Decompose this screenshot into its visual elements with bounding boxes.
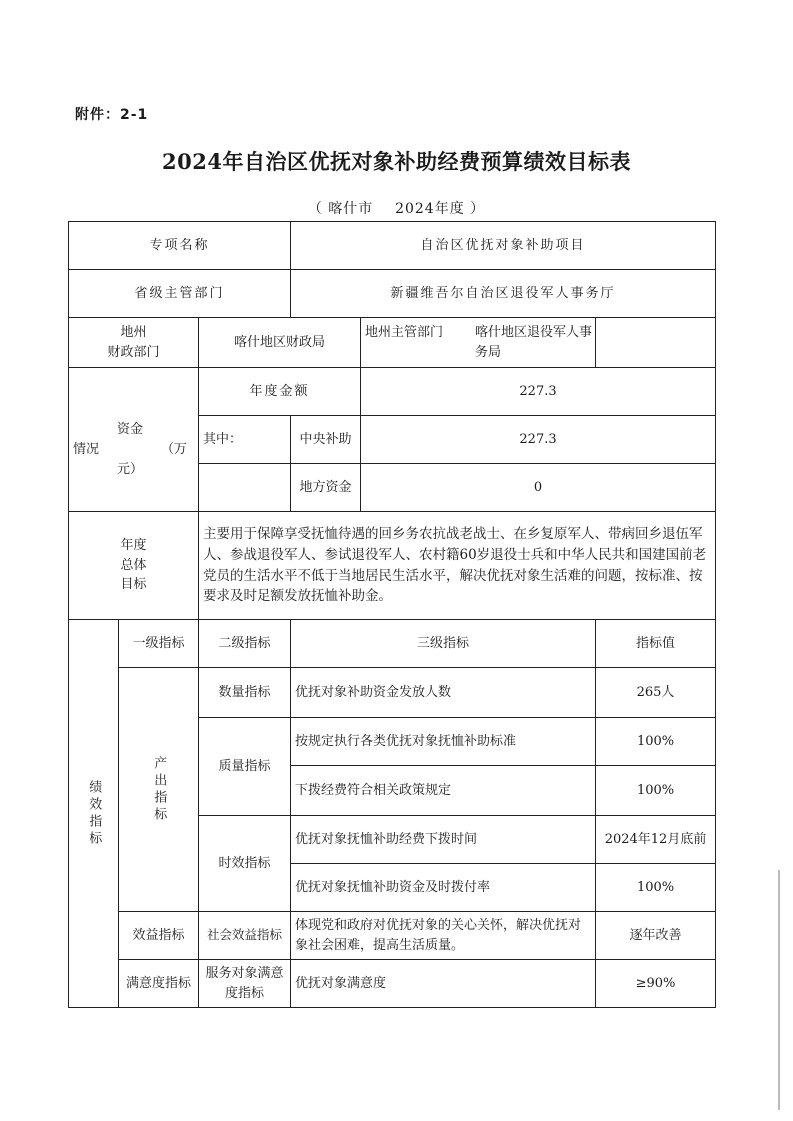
timeliness-value-2: 100% [596,864,716,912]
timeliness-item-1: 优抚对象抚恤补助经费下拨时间 [291,816,596,864]
timeliness-value-1: 2024年12月底前 [596,816,716,864]
prefecture-row [69,318,716,368]
of-which-label: 其中： [199,416,291,464]
annual-label: 年度金额 [199,368,361,416]
quality-item-2: 下拨经费符合相关政策规定 [291,766,596,816]
pref-dept-value-spacer [596,318,716,368]
indicator-section-label-cell [69,620,119,1008]
indicator-header-row [69,620,716,668]
central-value: 227.3 [361,416,716,464]
timeliness-label: 时效指标 [199,816,291,912]
satisfaction-value: ≥90% [596,960,716,1008]
social-item: 体现党和政府对优抚对象的关心关怀，解决优抚对象社会困难，提高生活质量。 [291,912,596,960]
social-label: 社会效益指标 [199,912,291,960]
pref-fin-label-line-1: 地州 [120,325,147,340]
quantity-row [69,668,716,718]
col-value: 指标值 [596,620,716,668]
pref-dept-value: 喀什地区退役军人事务局 [475,325,593,360]
pref-fin-value: 喀什地区财政局 [199,318,361,368]
local-value: 0 [361,464,716,512]
goal-label-line-1: 年度 [120,538,147,554]
quantity-item: 优抚对象补助资金发放人数 [291,668,596,718]
dept-row [69,270,716,318]
satisfaction-item: 优抚对象满意度 [291,960,596,1008]
goal-label-line-3: 目标 [120,577,147,593]
situation-label: 情况 [73,442,100,457]
col-level2: 二级指标 [199,620,291,668]
output-label: 产出指标 [151,755,167,824]
annex-number: 附件：2-1 [75,107,149,123]
social-value: 逐年改善 [596,912,716,960]
quantity-value: 265人 [596,668,716,718]
fund-label-line-2: （万 [161,442,188,457]
satisfaction-row [69,960,716,1008]
quality-value-1: 100% [596,718,716,766]
dept-value: 新疆维吾尔自治区退役军人事务厅 [291,270,716,318]
project-row [69,222,716,270]
central-label: 中央补助 [291,416,361,464]
annual-amount-row [69,368,716,416]
pref-dept-label-text: 地州主管部门 [365,325,444,340]
fund-label-line-3: 元） [117,462,144,477]
pref-fin-label-line-2: 财政部门 [107,344,160,360]
goal-label-line-2: 总体 [120,557,147,573]
satisfaction-label: 满意度指标 [119,960,199,1008]
document-subtitle: （ 喀什市 2024年度 ） [307,201,486,217]
goal-row [69,512,716,620]
performance-target-table [68,221,716,1008]
local-label: 地方资金 [291,464,361,512]
col-level3: 三级指标 [291,620,596,668]
quality-value-2: 100% [596,766,716,816]
document-title: 2024年自治区优抚对象补助经费预算绩效目标表 [162,149,631,174]
satisfaction-sub-label: 服务对象满意度指标 [199,960,291,1008]
output-label-cell [119,668,199,912]
fund-label-cell [69,368,199,512]
annual-value: 227.3 [361,368,716,416]
pref-dept-label [361,318,596,368]
quantity-label: 数量指标 [199,668,291,718]
timeliness-item-2: 优抚对象抚恤补助资金及时拨付率 [291,864,596,912]
dept-label: 省级主管部门 [69,270,291,318]
project-label: 专项名称 [69,222,291,270]
goal-text: 主要用于保障享受抚恤待遇的回乡务农抗战老战士、在乡复原军人、带病回乡退伍军人、参战退役军人、参试退役军人、农村籍60岁退役士兵和中华人民共和国建国前老党员的生活水平不低于当地居民生活水平，解决优抚对象生活难的问题，按标准、按要求及时足额发放抚恤补助金。 [199,512,716,620]
quality-label: 质量指标 [199,718,291,816]
benefit-row [69,912,716,960]
quality-item-1: 按规定执行各类优抚对象抚恤补助标准 [291,718,596,766]
indicator-section-label: 绩效指标 [86,779,102,848]
benefit-label: 效益指标 [119,912,199,960]
project-value: 自治区优抚对象补助项目 [291,222,716,270]
local-blank [199,464,291,512]
col-level1: 一级指标 [119,620,199,668]
scan-edge-mark [778,870,780,1110]
fund-label-line-1: 资金 [117,422,144,437]
goal-label [69,512,199,620]
pref-fin-label [69,318,199,368]
